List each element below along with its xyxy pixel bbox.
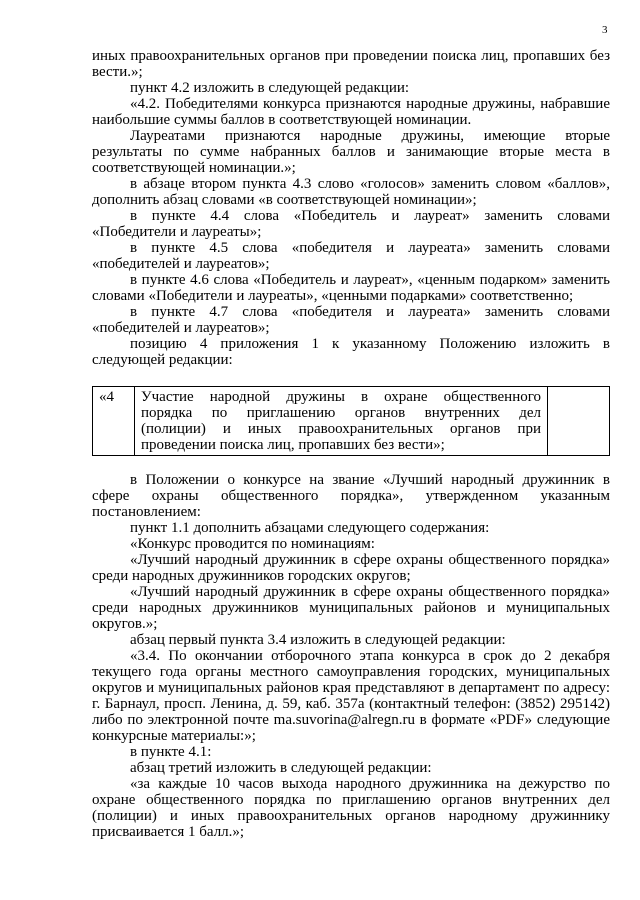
- text-line: «за каждые 10 часов выхода народного дружинника на дежурство по: [130, 776, 610, 792]
- text-line: «Лучший народный дружинник в сфере охраны общественного порядка»: [130, 552, 610, 568]
- text-line: позицию 4 приложения 1 к указанному Положению изложить в: [130, 336, 610, 352]
- text-line: округов.»;: [92, 616, 158, 632]
- text-line: «Лучший народный дружинник в сфере охраны общественного порядка»: [130, 584, 610, 600]
- text-line: пункт 4.2 изложить в следующей редакции:: [130, 80, 410, 96]
- text-line: наибольшие суммы баллов в соответствующей номинации.: [92, 112, 472, 128]
- table-empty-cell: [548, 387, 609, 455]
- text-line: в пункте 4.6 слова «Победитель и лауреат», «ценным подарком» заменить: [130, 272, 610, 288]
- text-line: словами «Победители и лауреаты», «ценными подарками» соответственно;: [92, 288, 574, 304]
- text-line: «победителей и лауреатов»;: [92, 256, 270, 272]
- text-line: округов и муниципальных районов края представляют в департамент по адресу:: [92, 680, 610, 696]
- text-line: иных правоохранительных органов при проведении поиска лиц, пропавших без: [92, 48, 610, 64]
- text-line: абзац первый пункта 3.4 изложить в следующей редакции:: [130, 632, 506, 648]
- text-line: абзац третий изложить в следующей редакции:: [130, 760, 432, 776]
- amendments-block-1: [92, 48, 610, 368]
- table-position-number: «4: [93, 387, 135, 455]
- text-line: в абзаце втором пункта 4.3 слово «голосов» заменить словом «баллов»,: [130, 176, 610, 192]
- text-line: конкурсные материалы:»;: [92, 728, 256, 744]
- table-position-text: [135, 387, 548, 455]
- text-line: сфере охраны общественного порядка», утвержденном указанным: [92, 488, 610, 504]
- text-line: среди народных дружинников муниципальных районов и муниципальных: [92, 600, 610, 616]
- text-line: «Конкурс проводится по номинациям:: [130, 536, 375, 552]
- text-line: г. Барнаул, просп. Ленина, д. 59, каб. 357а (контактный телефон: (3852) 295142): [92, 696, 610, 712]
- text-line: текущего года органы местного самоуправления городских, муниципальных: [92, 664, 610, 680]
- text-line: Лауреатами признаются народные дружины, имеющие вторые: [130, 128, 610, 144]
- text-line: охране общественного порядка по приглашению органов внутренних дел: [92, 792, 610, 808]
- text-line: в пункте 4.5 слова «победителя и лауреата» заменить словами: [130, 240, 610, 256]
- page-number: 3: [602, 24, 608, 36]
- text-line: в пункте 4.4 слова «Победитель и лауреат» заменить словами: [130, 208, 610, 224]
- text-line: в пункте 4.1:: [130, 744, 212, 760]
- text-line: следующей редакции:: [92, 352, 233, 368]
- amendments-block-2: [92, 472, 610, 840]
- text-line: присваивается 1 балл.»;: [92, 824, 245, 840]
- table-text-line: проведении поиска лиц, пропавших без вести»;: [141, 437, 445, 453]
- text-line: «3.4. По окончании отборочного этапа конкурса в срок до 2 декабря: [130, 648, 610, 664]
- table-text-line: порядка по приглашению органов внутренних дел: [141, 405, 541, 421]
- text-line: результаты по сумме набранных баллов и занимающие вторые места в: [92, 144, 610, 160]
- document-body: [92, 48, 610, 840]
- text-line: в Положении о конкурсе на звание «Лучший народный дружинник в: [130, 472, 610, 488]
- text-line: пункт 1.1 дополнить абзацами следующего содержания:: [130, 520, 490, 536]
- text-line: в пункте 4.7 слова «победителя и лауреата» заменить словами: [130, 304, 610, 320]
- text-line: среди народных дружинников городских округов;: [92, 568, 411, 584]
- text-line: соответствующей номинации.»;: [92, 160, 296, 176]
- text-line: дополнить абзац словами «в соответствующей номинации»;: [92, 192, 477, 208]
- text-line: постановлением:: [92, 504, 201, 520]
- text-line: «победителей и лауреатов»;: [92, 320, 270, 336]
- text-line: (полиции) и иных правоохранительных органов народному дружиннику: [92, 808, 610, 824]
- text-line: вести.»;: [92, 64, 143, 80]
- table-text-line: Участие народной дружины в охране общественного: [141, 389, 541, 405]
- table-text-line: (полиции) и иных правоохранительных органов при: [141, 421, 541, 437]
- text-line: «Победители и лауреаты»;: [92, 224, 262, 240]
- text-line: «4.2. Победителями конкурса признаются народные дружины, набравшие: [130, 96, 610, 112]
- text-line: либо по электронной почте ma.suvorina@alregn.ru в формате «PDF» следующие: [92, 712, 610, 728]
- appendix-table: [92, 386, 610, 456]
